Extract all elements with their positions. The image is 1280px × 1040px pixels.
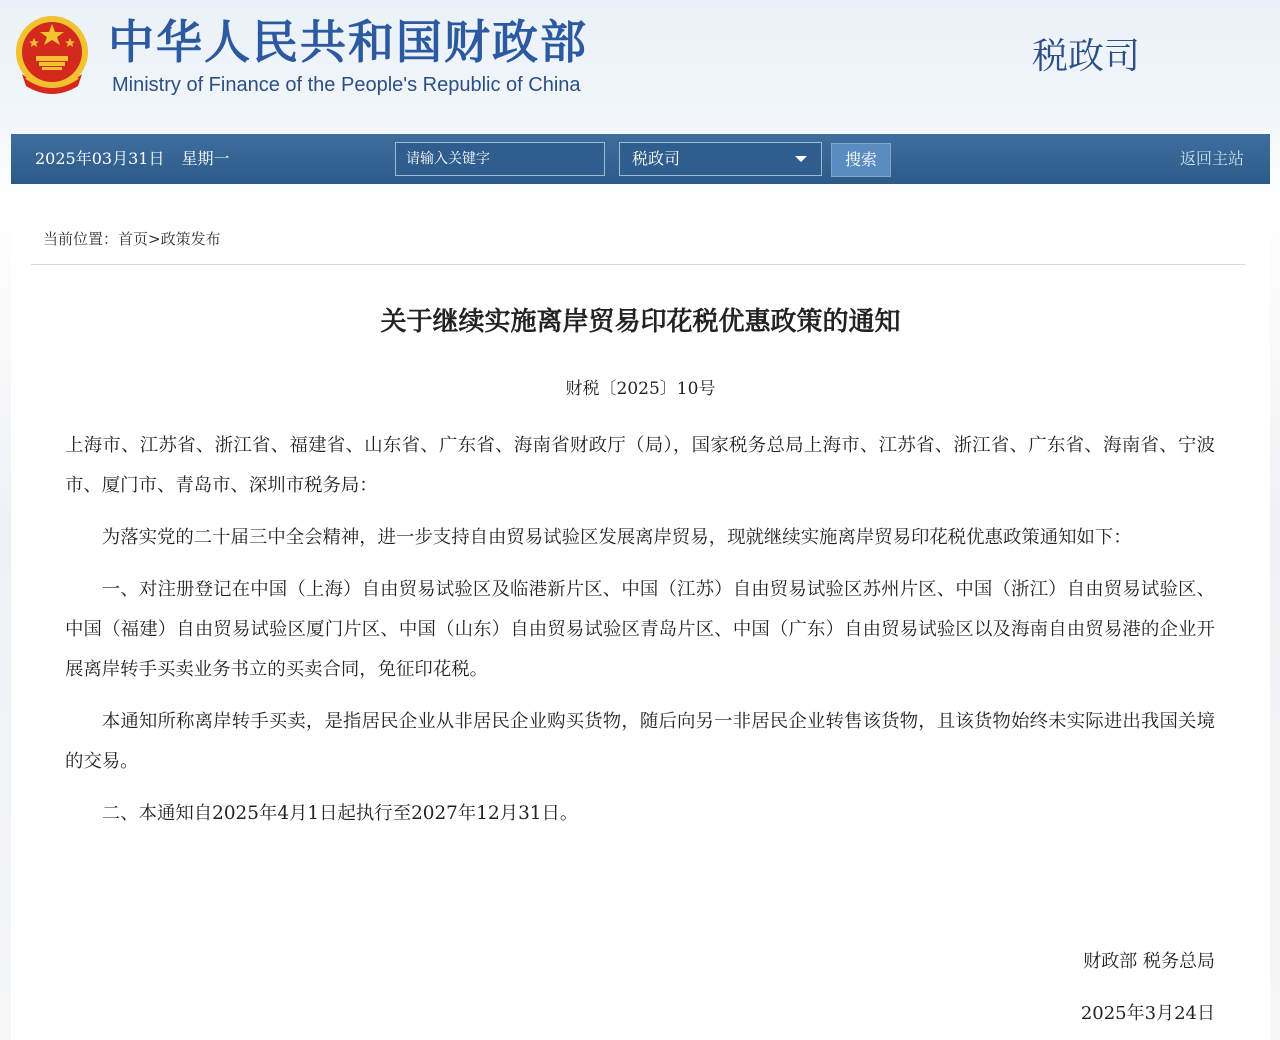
department-name: 税政司 — [1031, 36, 1140, 77]
site-title-english: Ministry of Finance of the People's Republic of China — [112, 74, 581, 96]
breadcrumb-divider — [31, 264, 1245, 265]
site-title-chinese: 中华人民共和国财政部 — [108, 15, 588, 69]
content-panel — [11, 210, 1270, 1040]
document-signatory: 财政部 税务总局 — [1083, 951, 1215, 972]
department-select-value: 税政司 — [632, 149, 681, 168]
search-button[interactable]: 搜索 — [831, 143, 891, 177]
top-navbar — [11, 134, 1270, 184]
document-number: 财税〔2025〕10号 — [565, 379, 716, 399]
breadcrumb-current-link[interactable]: 政策发布 — [160, 230, 221, 248]
document-paragraph: 本通知所称离岸转手买卖，是指居民企业从非居民企业购买货物，随后向另一非居民企业转售该货物，且该货物始终未实际进出我国关境的交易。 — [65, 711, 1215, 772]
search-input[interactable] — [395, 142, 605, 176]
breadcrumb — [43, 228, 221, 249]
document-paragraph: 一、对注册登记在中国（上海）自由贸易试验区及临港新片区、中国（江苏）自由贸易试验区苏州片区、中国（浙江）自由贸易试验区、中国（福建）自由贸易试验区厦门片区、中国（山东）自由贸易试验区青岛片区、中国（广东）自由贸易试验区以及海南自由贸易港的企业开展离岸转手买卖业务书立的买卖合同，免征印花税。 — [65, 579, 1215, 680]
document-title: 关于继续实施离岸贸易印花税优惠政策的通知 — [380, 307, 901, 337]
department-select[interactable] — [619, 142, 822, 176]
breadcrumb-separator: > — [148, 230, 161, 248]
document-paragraph: 二、本通知自2025年4月1日起执行至2027年12月31日。 — [101, 803, 579, 824]
document-body — [65, 426, 1215, 846]
current-date — [35, 134, 230, 184]
return-home-link[interactable]: 返回主站 — [1179, 149, 1244, 168]
weekday-text: 星期一 — [181, 149, 230, 168]
breadcrumb-home-link[interactable]: 首页 — [118, 230, 149, 248]
breadcrumb-prefix: 当前位置： — [43, 230, 119, 248]
document-date: 2025年3月24日 — [1080, 1003, 1215, 1024]
date-text: 2025年03月31日 — [35, 149, 165, 168]
document-paragraph: 为落实党的二十届三中全会精神，进一步支持自由贸易试验区发展离岸贸易，现就继续实施离岸贸易印花税优惠政策通知如下： — [101, 527, 1132, 548]
national-emblem-icon — [12, 12, 92, 96]
document-addressees: 上海市、江苏省、浙江省、福建省、山东省、广东省、海南省财政厅（局），国家税务总局上海市、江苏省、浙江省、广东省、海南省、宁波市、厦门市、青岛市、深圳市税务局： — [65, 435, 1215, 496]
chevron-down-icon — [795, 156, 807, 162]
site-header — [0, 0, 1280, 120]
